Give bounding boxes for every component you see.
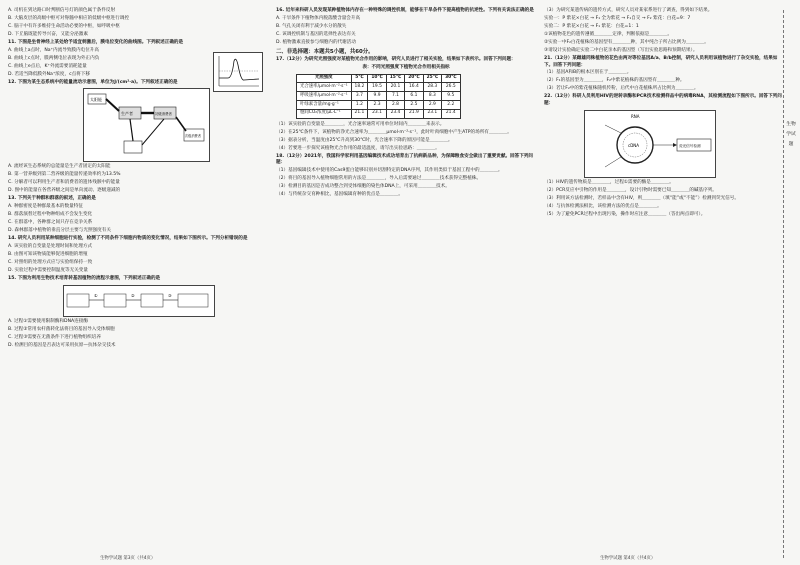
question-line: C. 脑干中有许多维持生命活动必要的中枢，如呼吸中枢 [8,23,120,29]
svg-text:次级消费者: 次级消费者 [185,134,201,139]
footer-left: 生物学试题 第3页（共4页） [100,556,156,561]
question-stem: 18.（12分）2021年，我国科学家利用基因编辑技术成功培育出了抗病新品种，为保障粮食安全做出了重要贡献。回答下列问题： [276,153,534,166]
table-header-cell: 光照强度 [297,74,352,83]
table-row [297,92,461,101]
question-line: （4）与抗体检测法相比，该检测方法的优点是＿＿＿＿。 [544,203,662,209]
question-line: （5）为了避免PCR过程中出现污染，操作时应注意＿＿＿＿（答出两点即可）。 [544,211,706,217]
svg-text:生产者: 生产者 [121,111,133,117]
question-stem: 21.（12分）某雌雄同株植物的花色由两对等位基因A/a、B/b控制，研究人员利用该植物进行了杂交实验，结果如下。回答下列问题： [544,55,778,68]
table-cell: 23.4 [386,109,404,118]
membrane-potential-figure [213,52,263,92]
question-line: （2）在25℃条件下，该植物的净光合速率为＿＿＿＿μmol·m⁻²·s⁻¹，此时叶肉细胞中产生ATP的场所有＿＿＿＿。 [276,129,512,135]
question-line: （3）为研究某遗传病的遗传方式，研究人员对某家系进行了调查，得到如下结果。 [544,8,713,13]
question-line: ③请设计实验确定实验二中白花亲本的基因型（写出实验思路和预期结果）。 [544,47,698,53]
svg-text:③: ③ [168,292,172,298]
table-header-cell: 15℃ [386,74,404,83]
question-stem: 17.（12分）为研究光照强度对某植物光合作用的影响，研究人员进行了相关实验，结果如下表所示。回答下列问题： [276,57,516,63]
table-cell: 28.3 [423,83,441,92]
energy-flow-diagram [83,88,210,162]
question-line: 实验一：P 紫花×白花 → F₁ 全为紫花 → F₁自交 → F₂ 紫花：白花=9：7 [544,15,691,21]
table-header-cell: 30℃ [442,74,460,83]
question-line: C. 在群落中，各种群之间只存在竞争关系 [8,220,93,226]
question-line: （3）若让F₂中的紫花植株随机传粉，后代中白花植株所占比例为＿＿＿＿。 [544,86,699,92]
question-block-12-15 [8,164,266,282]
table-row [297,109,461,118]
table-cell: 18.2 [351,83,368,92]
question-block-16-17 [276,8,536,64]
question-line: （1）该实验的自变量是＿＿＿＿，光合速率通常可用单位时间内＿＿＿＿来表示。 [276,121,445,127]
question-stem: 12. 下图为某生态系统中的能量流动示意图，单位为J/(cm²·a)。下列叙述正确的是 [8,79,178,85]
question-line: （3）检测目的基因是否成功整合到受体细胞的染色体DNA上，可采用＿＿＿＿技术。 [276,184,450,190]
svg-text:荧光信号检测: 荧光信号检测 [679,143,701,148]
table-cell: 叶绿素含量/mg·g⁻¹ [297,101,352,110]
question-line: D. 检测目的基因是否表达可采用抗原—抗体杂交技术 [8,342,116,348]
svg-text:太阳能: 太阳能 [90,97,102,103]
question-line: （3）利用该方法检测时，若样品中含有HIV，则＿＿＿＿（填“能”或“不能”）检测到荧光信号。 [544,195,739,201]
table-cell: 1.2 [351,101,368,110]
question-line: （1）基因编辑技术中使用的Cas9蛋白能够识别并切割特定的DNA序列，其作用类似于基因工程中的＿＿＿＿。 [276,168,503,174]
question-line: B. 曲线上c点时，膜两侧电位表现为外正内负 [8,55,100,61]
question-line: B. 大脑皮层的高级中枢可对脊髓中相应的低级中枢进行调控 [8,15,129,21]
table-cell: 3.7 [351,92,368,101]
question-line: A. 流经该生态系统的总能量是生产者固定的太阳能 [8,164,111,170]
binding-margin [783,10,796,558]
question-line: D. 图中的能量在各营养级之间是单向流动、逐级递减的 [8,188,121,194]
question-line: ①该植物花色的遗传遵循＿＿＿＿定律，判断依据是＿＿＿＿。 [544,31,673,37]
table-cell: 21.9 [405,109,423,118]
question-line: （2）PCR反应中引物的作用是＿＿＿＿，设计引物时需要已知＿＿＿＿的碱基序列。 [544,187,717,193]
question-line: （3）据表分析，当温度由25℃升高到30℃时，光合速率下降的原因可能是＿＿＿＿。 [276,137,453,143]
question-block-15-options [8,319,266,350]
question-line: B. 过程②常用农杆菌转化法将目的基因导入受体细胞 [8,326,115,332]
question-line: （2）将目的基因导入植物细胞常用的方法是＿＿＿＿，导入后需要通过＿＿＿＿技术获得完整植株。 [276,176,482,182]
column-middle [276,8,536,200]
table-header-row [297,74,461,83]
question-line: 实验二：P 紫花×白花 → F₁ 紫花：白花=1：1 [544,23,639,29]
table-cell: 8.3 [423,92,441,101]
column-left [8,8,266,351]
question-line: C. 该调控机制与基因的选择性表达有关 [276,31,356,37]
question-line: ②实验一中F₂白花植株的基因型有＿＿＿＿种，其中纯合子所占比例为＿＿＿＿。 [544,39,709,45]
table-cell: 9.9 [368,92,386,101]
question-stem: 14. 研究人员利用某种细胞进行实验，检测了不同条件下细胞内物质的变化情况，结果如下图所示。下列分析错误的是 [8,236,248,242]
question-line: A. 司机在到达路口时判断信号灯的颜色属于条件反射 [8,8,116,13]
side-label: 生物学试题 [786,122,796,147]
table-cell: 16.4 [405,83,423,92]
transgenic-flow-diagram [63,285,215,317]
question-line: （2）F₁的基因型为＿＿＿＿，F₂中紫花植株的基因型有＿＿＿＿种。 [544,78,685,84]
table-header-cell: 10℃ [368,74,386,83]
question-line: B. 由图可知该物质能够促进细胞的增殖 [8,252,88,258]
question-line: B. 群落演替过程中物种组成不会发生变化 [8,212,93,218]
table-cell: 2.8 [386,101,404,110]
svg-text:cDNA: cDNA [628,142,640,148]
question-stem: 11. 下图是坐骨神经上某处给予适宜刺激后，膜电位变化的曲线图。下列叙述正确的是 [8,39,184,45]
question-line: A. 种群密度是种群最基本的数量特征 [8,204,83,210]
question-stem: 13. 下列关于种群和群落的叙述，正确的是 [8,196,96,202]
table-cell: 2.5 [405,101,423,110]
svg-text:②: ② [131,292,135,298]
question-block-22-parts [544,180,784,219]
question-line: A. 该实验的自变量是处理时间和处理方式 [8,244,93,250]
svg-text:RNA: RNA [631,113,640,119]
table-cell: 23.1 [368,109,386,118]
question-line: （1）基因A和B的根本区别在于＿＿＿＿。 [544,70,632,76]
table-header-cell: 20℃ [405,74,423,83]
table-row [297,83,461,92]
table-caption: 表：不同光照强度下植物光合作用相关指标 [362,65,450,71]
table-header-cell: 25℃ [423,74,441,83]
section-heading: 二、非选择题：本题共5小题，共60分。 [276,48,374,55]
question-line: （4）与传统杂交育种相比，基因编辑育种的优点是＿＿＿＿。 [276,192,403,198]
question-line: （4）若要进一步探究该植物光合作用的最适温度，请写出实验思路：＿＿＿＿。 [276,145,440,151]
table-cell: 光合速率/μmol·m⁻²·s⁻¹ [297,83,352,92]
question-line: D. 若适当降低膜外Na⁺浓度，c点将下移 [8,71,90,77]
question-stem: 16. 近年来科研人员发现某种植物体内存在一种特殊的调控机制，能够在干旱条件下提高植物的抗逆性。下列有关说法正确的是 [276,8,534,13]
column-right [544,8,784,220]
question-line: C. 过程③需要在无菌条件下进行植物组织培养 [8,334,101,340]
question-line: B. 气孔关闭有利于减少水分的散失 [276,23,347,29]
table-cell: 21.1 [351,109,368,118]
question-line: C. 分解者可以利用生产者和消费者的遗体残骸中的能量 [8,180,120,186]
table-cell: 26.5 [442,83,460,92]
question-line: B. 第一营养级到第二营养级的能量传递效率约为13.5% [8,172,121,178]
question-line: A. 过程①需要使用限制酶和DNA连接酶 [8,318,88,324]
question-line: D. 森林群落中植物的垂直分层主要与光照强度有关 [8,228,111,234]
question-stem: 22.（12分）科研人员利用HIV的逆转录酶和PCR技术检测样品中的病毒RNA，其检测流程如下图所示。回答下列问题： [544,94,782,107]
question-block-17-18 [276,122,536,199]
table-body [297,83,461,118]
table-cell: 2.2 [442,101,460,110]
experiment-table [296,74,461,119]
question-block-20-22 [544,8,784,108]
question-line: C. 曲线上e点后，K⁺外流需要消耗能量 [8,63,87,69]
footer-right: 生物学试题 第4页（共4页） [600,556,656,561]
table-cell: 19.5 [368,83,386,92]
table-cell: 呼吸速率/μmol·m⁻²·s⁻¹ [297,92,352,101]
svg-text:初级消费者: 初级消费者 [155,112,172,117]
hiv-detection-diagram [584,110,716,178]
table-header-cell: 5℃ [351,74,368,83]
table-cell: 7.1 [386,92,404,101]
table-cell: 2.9 [423,101,441,110]
table-cell: 20.1 [386,83,404,92]
question-line: D. 实验过程中需要控制温度等无关变量 [8,268,88,274]
question-line: （1）HIV的遗传物质是＿＿＿＿，过程①需要的酶是＿＿＿＿。 [544,179,674,185]
svg-text:①: ① [94,292,98,298]
question-line: D. 下丘脑既能传导兴奋，又能分泌激素 [8,31,88,37]
table-cell: 2.3 [368,101,386,110]
question-stem: 15. 下图为利用生物技术培育转基因植物的流程示意图，下列叙述正确的是 [8,276,161,282]
table-cell: 9.5 [442,92,460,101]
table-cell: 胞间CO₂浓度/μL·L⁻¹ [297,109,352,118]
question-line: A. 干旱条件下植物体内脱落酸含量会升高 [276,15,361,21]
question-line: A. 曲线上a点时，Na⁺内流导致膜内电位升高 [8,47,99,53]
table-cell: 23.1 [423,109,441,118]
question-line: C. 对照组的处理方式应与实验组保持一致 [8,260,93,266]
table-cell: 6.1 [405,92,423,101]
question-line: D. 植物激素直接参与细胞内的代谢活动 [276,39,356,45]
table-row [297,101,461,110]
table-cell: 21.4 [442,109,460,118]
